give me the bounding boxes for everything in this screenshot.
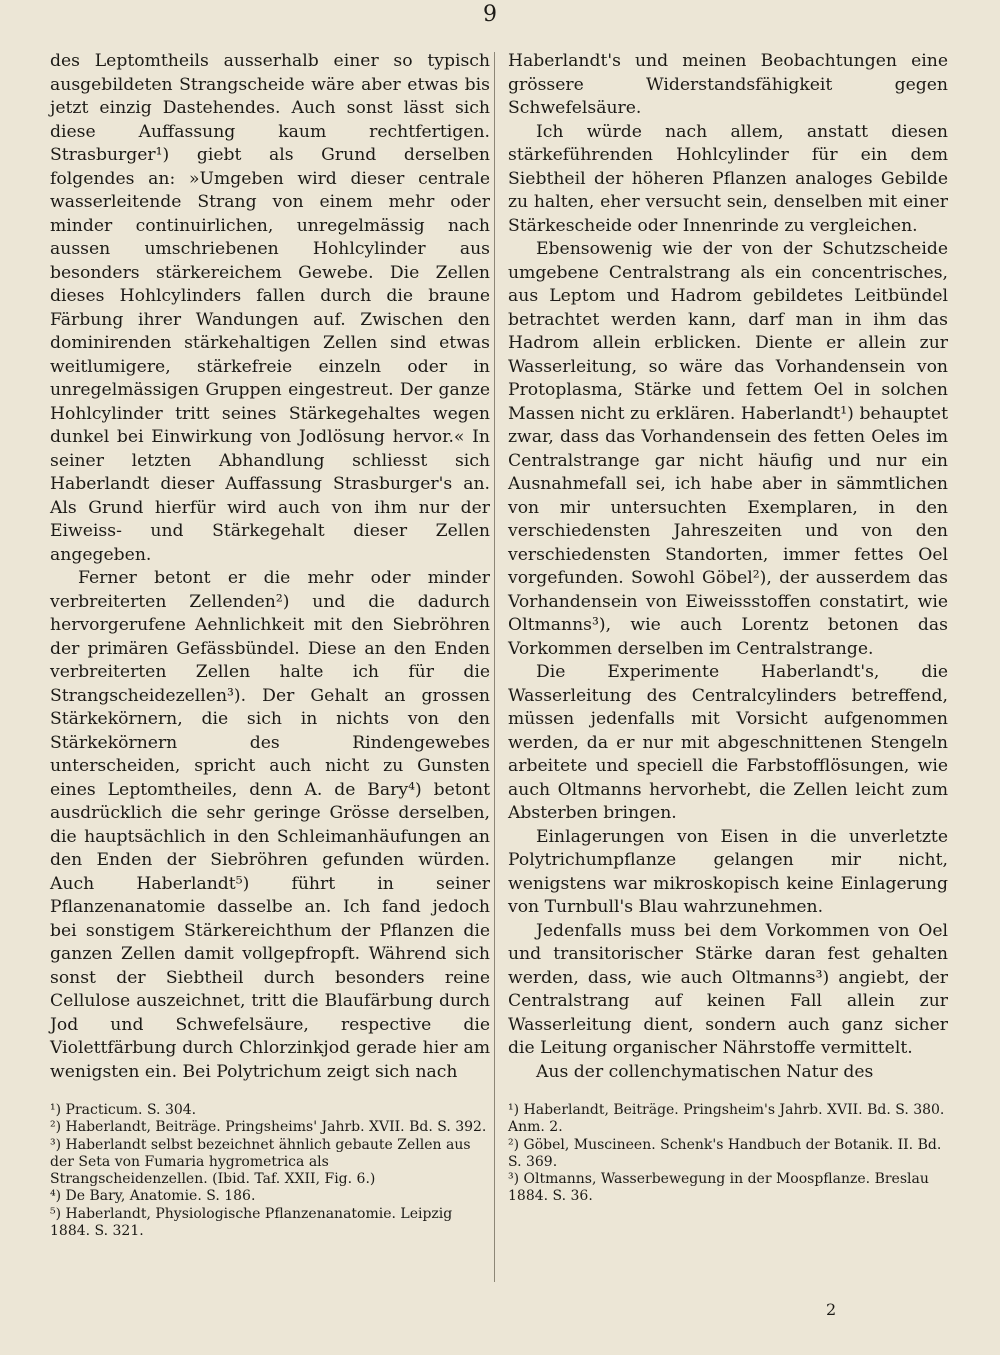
right-paragraph-6: Jedenfalls muss bei dem Vorkommen von Oel und transitorischer Stärke daran fest gehalten werden, dass, wie auch Oltmanns³) angiebt, der Centralstrang auf keinen Fall allein zur Wasserleitung dient, sondern auch ganz sicher die Leitung organischer Nährstoffe vermittelt.: [508, 920, 948, 1058]
right-footnote-1: ¹) Haberlandt, Beiträge. Pringsheim's Jahrb. XVII. Bd. S. 380. Anm. 2.: [508, 1102, 945, 1136]
left-paragraph-2: Ferner betont er die mehr oder minder verbreiterten Zellenden²) und die dadurch hervorgerufene Aehnlichkeit mit den Siebröhren der primären Gefässbündel. Diese an den Enden verbreiterten Zellen halte ich für die Strangscheidezellen³). Der Gehalt an grossen Stärkekörnern, die sich in nichts von den Stärkekörnern des Rindengewebes unterscheiden, spricht auch nicht zu Gunsten eines Leptomtheiles, denn A. de Bary⁴) betont ausdrücklich die sehr geringe Grösse derselben, die hauptsächlich in den Schleimanhäufungen an den Enden der Siebröhren gefunden würden. Auch Haberlandt⁵) führt in seiner Pflanzenanatomie dasselbe an. Ich fand jedoch bei sonstigem Stärkereichthum der Pflanzen die ganzen Zellen damit vollgepfropft. Während sich sonst der Siebtheil durch besonders reine Cellulose auszeichnet, tritt die Blaufärbung durch Jod und Schwefelsäure, respective die Violettfärbung durch Chlorzinkjod gerade hier am wenigsten ein. Bei Polytrichum zeigt sich nach: [50, 568, 490, 1082]
right-paragraph-4: Die Experimente Haberlandt's, die Wasserleitung des Centralcylinders betreffend, müssen jedenfalls mit Vorsicht aufgenommen werden, da er nur mit abgeschnittenen Stengeln arbeitete und speciell die Farbstofflösungen, wie auch Oltmanns hervorhebt, die Zellen leicht zum Absterben bringen.: [508, 662, 948, 823]
right-paragraph-5: Einlagerungen von Eisen in die unverletzte Polytrichumpflanze gelangen mir nicht, wenigstens war mikroskopisch keine Einlagerung von Turnbull's Blau wahrzunehmen.: [508, 826, 948, 917]
left-footnote-3: ³) Haberlandt selbst bezeichnet ähnlich gebaute Zellen aus der Seta von Fumaria hygrometrica als Strangscheidenzellen. (Ibid. Taf. XXII, Fig. 6.): [50, 1136, 471, 1188]
right-paragraph-7: Aus der collenchymatischen Natur des: [536, 1061, 874, 1082]
left-column: [50, 50, 490, 1240]
left-footnotes: [50, 1102, 490, 1240]
left-footnote-5: ⁵) Haberlandt, Physiologische Pflanzenanatomie. Leipzig 1884. S. 321.: [50, 1205, 453, 1240]
signature-mark: 2: [826, 1300, 837, 1319]
right-paragraph-3: Ebensowenig wie der von der Schutzscheide umgebene Centralstrang als ein concentrisches, aus Leptom und Hadrom gebildetes Leitbündel betrachtet werden kann, darf man in ihm das Hadrom allein erblicken. Diente er allein zur Wasserleitung, so wäre das Vorhandensein von Protoplasma, Stärke und fettem Oel in solchen Massen nicht zu erklären. Haberlandt¹) behauptet zwar, dass das Vorhandensein des fetten Oeles im Centralstrange gar nicht häufig und nur ein Ausnahmefall sei, ich habe aber in sämmtlichen von mir untersuchten Exemplaren, in den verschiedensten Jahreszeiten und von den verschiedensten Standorten, immer fettes Oel vorgefunden. Sowohl Göbel²), der ausserdem das Vorhandensein von Eiweissstoffen constatirt, wie Oltmanns³), wie auch Lorentz betonen das Vorkommen derselben im Centralstrange.: [508, 239, 948, 659]
right-footnote-3: ³) Oltmanns, Wasserbewegung in der Moospflanze. Breslau 1884. S. 36.: [508, 1171, 929, 1205]
left-paragraph-1: des Leptomtheils ausserhalb einer so typisch ausgebildeten Strangscheide wäre aber etwas bis jetzt einzig Dastehendes. Auch sonst lässt sich diese Auffassung kaum rechtfertigen. Strasburger¹) giebt als Grund derselben folgendes an: »Umgeben wird dieser centrale wasserleitende Strang von einem mehr oder minder continuirlichen, unregelmässig nach aussen umschriebenen Hohlcylinder aus besonders stärkereichem Gewebe. Die Zellen dieses Hohlcylinders fallen durch die braune Färbung ihrer Wandungen auf. Zwischen den dominirenden stärkehaltigen Zellen sind etwas weitlumigere, stärkefreie einzeln oder in unregelmässigen Gruppen eingestreut. Der ganze Hohlcylinder tritt seines Stärkegehaltes wegen dunkel bei Einwirkung von Jodlösung hervor.« In seiner letzten Abhandlung schliesst sich Haberlandt dieser Auffassung Strasburger's an. Als Grund hierfür wird auch von ihm nur der Eiweiss- und Stärkegehalt dieser Zellen angegeben.: [50, 51, 490, 565]
left-body-text: [50, 50, 490, 1084]
right-body-text: [508, 50, 948, 1084]
right-footnote-2: ²) Göbel, Muscineen. Schenk's Handbuch der Botanik. II. Bd. S. 369.: [508, 1136, 942, 1170]
left-footnote-4: ⁴) De Bary, Anatomie. S. 186.: [50, 1188, 256, 1205]
right-footnotes: [508, 1102, 948, 1206]
right-paragraph-2: Ich würde nach allem, anstatt diesen stärkeführenden Hohlcylinder für ein dem Siebtheil der höheren Pflanzen analoges Gebilde zu halten, eher versucht sein, denselben mit einer Stärkescheide oder Innenrinde zu vergleichen.: [508, 121, 948, 236]
right-column: [508, 50, 948, 1206]
page-number: 9: [483, 2, 497, 27]
column-divider: [494, 52, 495, 1282]
left-footnote-2: ²) Haberlandt, Beiträge. Pringsheims' Jahrb. XVII. Bd. S. 392.: [50, 1119, 487, 1136]
left-footnote-1: ¹) Practicum. S. 304.: [50, 1102, 197, 1118]
right-paragraph-1: Haberlandt's und meinen Beobachtungen eine grössere Widerstandsfähigkeit gegen Schwefelsäure.: [508, 51, 948, 118]
